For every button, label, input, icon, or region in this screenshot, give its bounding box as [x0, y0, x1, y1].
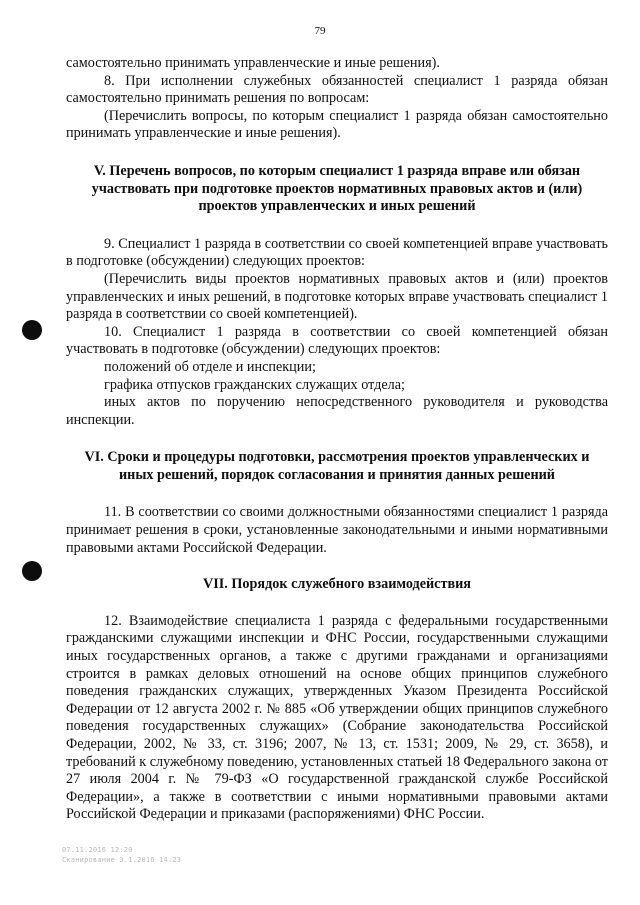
paragraph-10: 10. Специалист 1 разряда в соответствии со своей компетенцией обязан участвовать в подготовке (обсуждении) следующих проектов: [66, 323, 608, 358]
section-heading-7: VII. Порядок служебного взаимодействия [203, 576, 471, 593]
page-number: 79 [314, 25, 326, 37]
scan-stamp-line-1: 07.11.2016 12:20 [62, 846, 133, 854]
paragraph-continuation: самостоятельно принимать управленческие и иные решения). [66, 55, 440, 71]
punch-hole-bottom [22, 561, 42, 581]
paragraph-12: 12. Взаимодействие специалиста 1 разряда с федеральными государственными гражданскими служащими инспекции и ФНС России, государственными служащими иных государственных органов, а также с другими гражданами и организациями строится в рамках деловых отношений на основе общих принципов служебного поведения гражданских служащих, утвержденных Указом Президента Российской Федерации от 12 августа 2002 г. № 885 «Об утверждении общих принципов служебного поведения государственных служащих» (Собрание законодательства Российской Федерации, 2002, № 33, ст. 3196; 2007, № 13, ст. 1531; 2009, № 29, ст. 3658), и требований к служебному поведению, установленных статьей 18 Федерального закона от 27 июля 2004 г. № 79-ФЗ «О государственной гражданской службе Российской Федерации», а также в соответствии с иными нормативными правовыми актами Российской Федерации и приказами (распоряжениями) ФНС России. [66, 612, 608, 823]
paragraph-8-note: (Перечислить вопросы, по которым специалист 1 разряда обязан самостоятельно принимать управленческие и иные решения). [66, 107, 608, 142]
scan-stamp-line-2: Сканирование 3.1.2016 14:23 [62, 856, 182, 864]
paragraph-9: 9. Специалист 1 разряда в соответствии со своей компетенцией вправе участвовать в подготовке (обсуждении) следующих проектов: [66, 235, 608, 270]
paragraph-8: 8. При исполнении служебных обязанностей специалист 1 разряда обязан самостоятельно принимать решения по вопросам: [66, 72, 608, 107]
paragraph-9-note: (Перечислить виды проектов нормативных правовых актов и (или) проектов управленческих и иных решений, в подготовке которых вправе участвовать специалист 1 разряда в соответствии со своей компетенцией). [66, 270, 608, 323]
list-item: иных актов по поручению непосредственного руководителя и руководства инспекции. [66, 394, 608, 428]
section-heading-6: VI. Сроки и процедуры подготовки, рассмотрения проектов управленческих и иных решений, порядок согласования и принятия данных решений [84, 449, 590, 483]
list-item: графика отпусков гражданских служащих отдела; [104, 376, 405, 393]
paragraph-11: 11. В соответствии со своими должностными обязанностями специалист 1 разряда принимает решения в сроки, установленные законодательными и иными нормативными правовыми актами Российской Федерации. [66, 504, 608, 556]
list-item: положений об отделе и инспекции; [104, 358, 316, 375]
punch-hole-top [22, 320, 42, 340]
document-body [66, 55, 608, 824]
section-heading-5: V. Перечень вопросов, по которым специалист 1 разряда вправе или обязан участвовать при подготовке проектов нормативных правовых актов и (или) проектов управленческих и иных решений [91, 162, 583, 215]
